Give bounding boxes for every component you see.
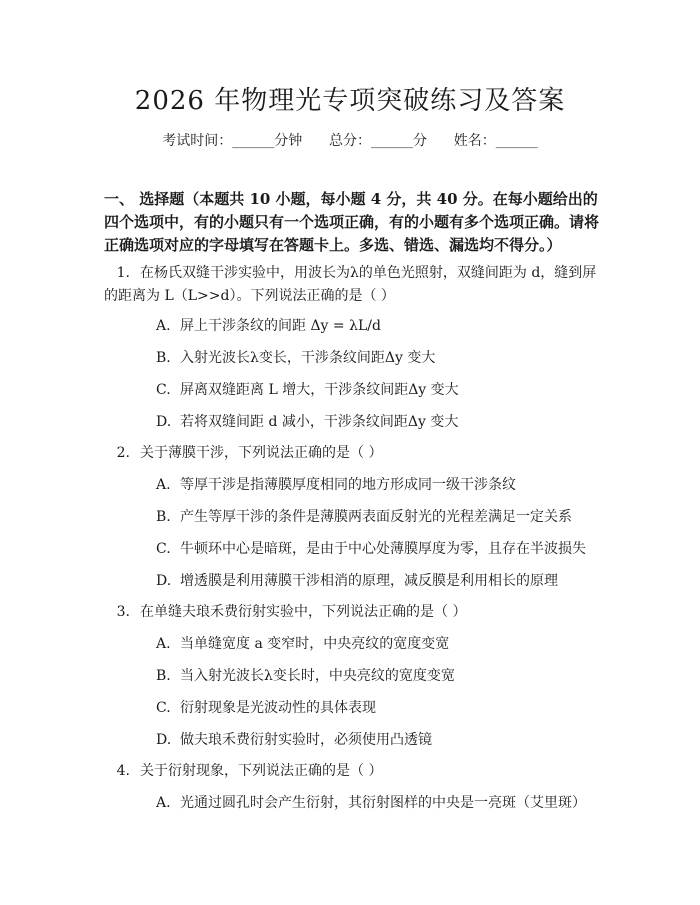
section-heading: 一、 选择题（本题共 10 小题，每小题 4 分，共 40 分。在每小题给出的四个选项中，有的小题只有一个选项正确，有的小题有多个选项正确。请将正确选项对应的字母填写在答题卡上。多选、错选、漏选均不得分。）: [104, 190, 600, 254]
exam-meta-line: 考试时间：______分钟 总分：______分 姓名：______: [162, 133, 538, 149]
option-text: 光通过圆孔时会产生衍射，其衍射图样的中央是一亮斑（艾里斑）: [180, 795, 586, 811]
page-title: 2026 年物理光专项突破练习及答案: [134, 86, 566, 116]
question-number: 2.: [116, 445, 130, 461]
option-3c: [156, 697, 606, 719]
question-text: 在单缝夫琅禾费衍射实验中，下列说法正确的是（ ）: [140, 604, 467, 620]
option-2c: [156, 538, 606, 560]
option-label: B.: [156, 350, 171, 366]
option-1b: [156, 347, 606, 369]
question-3: [104, 601, 604, 624]
option-text: 产生等厚干涉的条件是薄膜两表面反射光的光程差满足一定关系: [180, 509, 572, 525]
option-label: A.: [156, 636, 171, 652]
question-text: 关于薄膜干涉，下列说法正确的是（ ）: [140, 445, 383, 461]
option-label: A.: [156, 795, 171, 811]
option-label: C.: [156, 382, 171, 398]
option-label: A.: [156, 477, 171, 493]
option-3d: [156, 729, 606, 751]
option-text: 当入射光波长λ变长时，中央亮纹的宽度变宽: [180, 668, 455, 684]
question-text: 关于衍射现象，下列说法正确的是（ ）: [140, 763, 383, 779]
option-label: A.: [156, 318, 171, 334]
option-label: D.: [156, 414, 172, 430]
option-text: 屏上干涉条纹的间距 Δy = λL/d: [180, 318, 381, 334]
question-number: 1.: [116, 265, 130, 281]
option-3b: [156, 665, 606, 687]
option-label: C.: [156, 541, 171, 557]
option-label: B.: [156, 509, 171, 525]
option-label: D.: [156, 573, 172, 589]
option-text: 入射光波长λ变长，干涉条纹间距Δy 变大: [180, 350, 436, 366]
option-text: 屏离双缝距离 L 增大，干涉条纹间距Δy 变大: [180, 382, 459, 398]
option-1a: [156, 315, 606, 337]
option-1d: [156, 411, 606, 433]
question-number: 3.: [116, 604, 130, 620]
option-label: C.: [156, 700, 171, 716]
option-text: 等厚干涉是指薄膜厚度相同的地方形成同一级干涉条纹: [180, 477, 516, 493]
option-text: 若将双缝间距 d 减小，干涉条纹间距Δy 变大: [180, 414, 459, 430]
option-text: 衍射现象是光波动性的具体表现: [180, 700, 376, 716]
option-3a: [156, 633, 606, 655]
option-label: B.: [156, 668, 171, 684]
option-text: 增透膜是利用薄膜干涉相消的原理，减反膜是利用相长的原理: [180, 573, 558, 589]
option-text: 当单缝宽度 a 变窄时，中央亮纹的宽度变宽: [180, 636, 450, 652]
question-text: 在杨氏双缝干涉实验中，用波长为λ的单色光照射，双缝间距为 d，缝到屏的距离为 L（L>>d）。下列说法正确的是（ ）: [104, 265, 597, 304]
option-text: 做夫琅禾费衍射实验时，必须使用凸透镜: [180, 732, 432, 748]
option-text: 牛顿环中心是暗斑，是由于中心处薄膜厚度为零，且存在半波损失: [180, 541, 586, 557]
option-4a: [156, 792, 606, 814]
question-1: [104, 262, 604, 308]
question-4: [104, 760, 604, 783]
option-2b: [156, 506, 606, 528]
option-1c: [156, 379, 606, 401]
option-2a: [156, 474, 606, 496]
option-label: D.: [156, 732, 172, 748]
question-2: [104, 442, 604, 465]
option-2d: [156, 570, 606, 592]
question-number: 4.: [116, 763, 130, 779]
